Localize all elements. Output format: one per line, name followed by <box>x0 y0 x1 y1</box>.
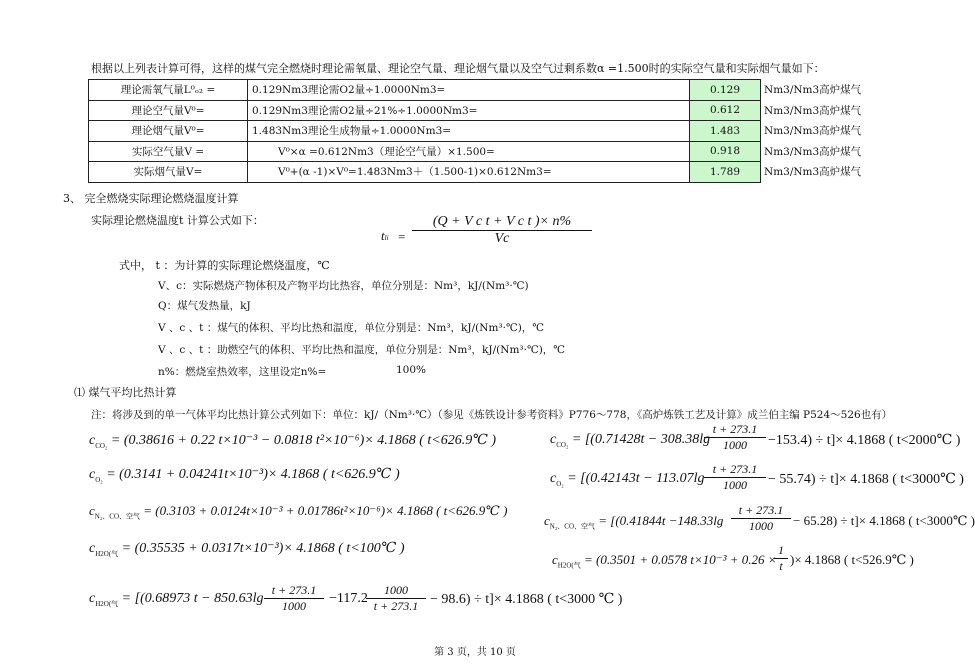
definition-line: V 、c 、t ：助燃空气的体积、平均比热和温度，单位分别是：Nm³，kJ/(Nm³·℃)，℃ <box>158 344 566 356</box>
h2o-long-mid: −117.2 <box>329 591 368 606</box>
h2o-long-fraction-1: $\frac{t + 273.1}{1000}$ <box>264 583 324 614</box>
air-flue-gas-table <box>88 79 866 183</box>
formula-n2-high-rhs: − 65.28) ÷ t]× 4.1868 ( t<3000℃ ) <box>793 513 975 528</box>
row-value: 0.129 <box>690 80 761 101</box>
h2o-long-fraction-2: $\frac{1000}{t + 273.1}$ <box>366 583 426 614</box>
o2-high-fraction: $\frac{t + 273.1}{1000}$ <box>704 462 766 493</box>
efficiency-value: 100% <box>396 364 427 376</box>
definition-line: V 、c 、t ：煤气的体积、平均比热和温度，单位分别是：Nm³，kJ/(Nm³·℃)，℃ <box>158 322 545 334</box>
row-expression: V⁰×α =0.612Nm3（理论空气量）×1.500= <box>248 141 690 162</box>
row-value: 1.789 <box>690 162 761 183</box>
row-label: 实际烟气量V= <box>89 162 248 183</box>
n2-high-fraction: $\frac{t + 273.1}{1000}$ <box>731 503 791 534</box>
row-unit: Nm3/Nm3高炉煤气 <box>764 125 862 138</box>
note-text: 注：将涉及到的单一气体平均比热计算公式列如下：单位：kJ/（Nm³·℃）（参见《炼铁设计参考资料》P776～778，《高炉炼铁工艺及计算》成兰伯主编 P524～526也有） <box>91 409 893 421</box>
formula-lhs: tli <box>381 228 389 243</box>
formula-n2-high-lhs: $c_{N_2、CO、空气} = [(0.41844t -148.33\lg$ <box>544 513 724 531</box>
row-expression: 0.129Nm3理论需O2量÷1.0000Nm3= <box>248 80 690 101</box>
page-footer: 第 3 页，共 10 页 <box>434 647 516 658</box>
row-unit: Nm3/Nm3高炉煤气 <box>764 166 862 179</box>
row-unit: Nm3/Nm3高炉煤气 <box>764 145 862 158</box>
table-row <box>89 80 866 101</box>
intro-text: 根据以上列表计算可得，这样的煤气完全燃烧时理论需氧量、理论空气量、理论烟气量以及空气过剩系数α =1.500时的实际空气量和实际烟气量如下： <box>91 62 825 75</box>
row-label: 理论烟气量V⁰= <box>89 121 248 142</box>
section-subtitle: 实际理论燃烧温度t 计算公式如下： <box>91 214 264 227</box>
formula-h2o-long-lhs: $c_{H2O(气} = [(0.68973$ t − 850.63lg <box>89 591 264 608</box>
formula-o2-low: $c_{O_2} = (0.3141 + 0.04241t\times 10^{-3})\times 4.1868$ ( t<626.9℃ ) <box>89 467 400 484</box>
formula-co2-high-rhs: −153.4) ÷ t]× 4.1868 ( t<2000℃ ) <box>768 433 961 448</box>
section-heading: 3、 完全燃烧实际理论燃烧温度计算 <box>63 192 239 205</box>
table-row <box>89 162 866 183</box>
formula-o2-high-rhs: − 55.74) ÷ t]× 4.1868 ( t<3000℃ ) <box>768 472 964 487</box>
main-formula-fraction <box>412 214 592 247</box>
formula-numerator: (Q + V c t + V c t )× n% <box>412 214 592 231</box>
subsection-heading: ⑴ 煤气平均比热计算 <box>74 386 177 399</box>
formula-h2o-mid-rhs: )× 4.1868 ( t<526.9℃ ) <box>790 552 914 567</box>
table-row <box>89 100 866 121</box>
table-row <box>89 141 866 162</box>
row-unit: Nm3/Nm3高炉煤气 <box>764 104 862 117</box>
row-label: 实际空气量V = <box>89 141 248 162</box>
row-label: 理论空气量V⁰= <box>89 100 248 121</box>
h2o-mid-fraction: $\frac{1}{t}$ <box>774 543 788 574</box>
formula-o2-high-lhs: $c_{O_2} = [(0.42143t - 113.07\lg$ <box>550 471 705 488</box>
row-expression: 1.483Nm3理论生成物量÷1.0000Nm3= <box>248 121 690 142</box>
formula-denominator: Vc <box>494 231 510 246</box>
row-expression: 0.129Nm3理论需O2量÷21%÷1.0000Nm3= <box>248 100 690 121</box>
definition-line: V、c：实际燃烧产物体积及产物平均比热容，单位分别是：Nm³，kJ/(Nm³·℃) <box>158 280 529 292</box>
h2o-long-rhs: − 98.6) ÷ t]× 4.1868 ( t<3000 ℃ ) <box>430 592 623 607</box>
formula-equals: = <box>398 229 406 244</box>
row-expression: V⁰+(α -1)×V⁰=1.483Nm3＋（1.500-1)×0.612Nm3= <box>248 162 690 183</box>
definition-line: Q：煤气发热量，kJ <box>158 300 251 312</box>
formula-h2o-low: $c_{H2O(气} = (0.35535 + 0.0317t\times 10^{-3})\times 4.1868$ ( t<100℃ ) <box>89 541 405 558</box>
row-value: 0.918 <box>690 141 761 162</box>
co2-high-fraction: $\frac{t + 273.1}{1000}$ <box>704 422 766 453</box>
row-value: 0.612 <box>690 100 761 121</box>
row-label: 理论需氧气量L⁰ₒ₂ = <box>89 80 248 101</box>
definition-line: n%：燃烧室热效率，这里设定n%= <box>158 366 327 378</box>
formula-co2-low: $c_{CO_2} = (0.38616 + 0.22$ t×10⁻³ − 0.0818 t²×10⁻⁶)× 4.1868 ( t<626.9℃ ) <box>89 433 497 450</box>
table-row <box>89 121 866 142</box>
where-line: 式中， t ：为计算的实际理论燃烧温度，℃ <box>119 259 330 272</box>
formula-co2-high-lhs: $c_{CO_2} = [(0.71428t - 308.38\lg$ <box>550 432 711 449</box>
formula-h2o-mid-lhs: $c_{H2O(气} = (0.3501 + 0.0578$ t×10⁻³ + 0.26 × <box>552 552 777 570</box>
formula-n2-low: $c_{N_2、CO、空气} = (0.3103 + 0.0124t\times 10^{-3} + 0.01786t^2\times 10^{-6})\times 4.1868$ ( t<626.9℃ ) <box>89 503 508 521</box>
row-unit: Nm3/Nm3高炉煤气 <box>764 84 862 97</box>
row-value: 1.483 <box>690 121 761 142</box>
